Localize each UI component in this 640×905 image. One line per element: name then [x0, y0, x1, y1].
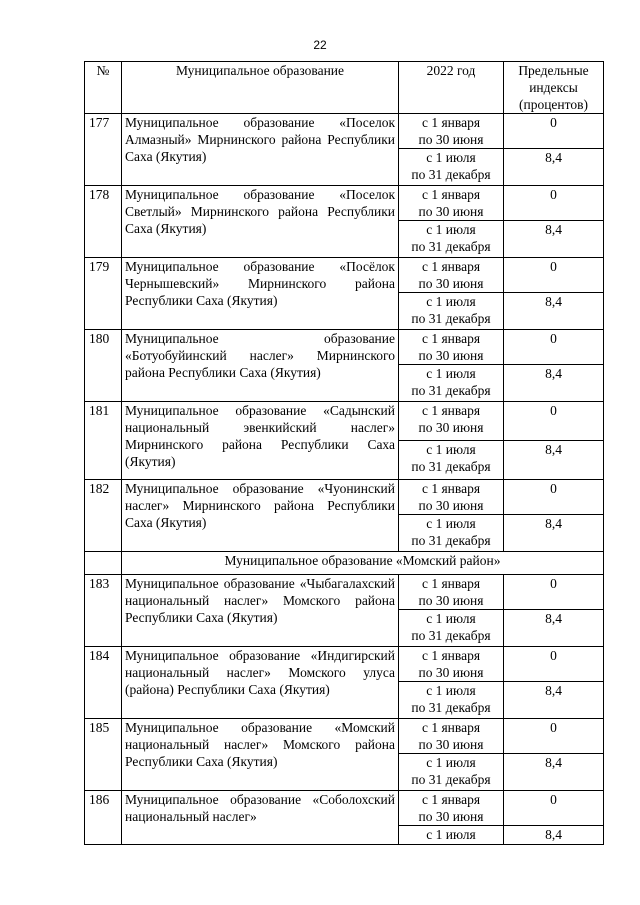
period-second-half	[399, 515, 504, 552]
period-first-end: по 30 июня	[418, 348, 484, 363]
group-heading: Муниципальное образование «Момский район»	[122, 552, 604, 575]
header-municipality: Муниципальное образование	[122, 62, 399, 114]
period-second-end: по 31 декабря	[411, 772, 491, 787]
municipality-name: Муниципальное образование «Ботуобуйинский наслег» Мирнинского района Республики Саха (Якутия)	[122, 330, 399, 402]
period-second-end: по 31 декабря	[411, 628, 491, 643]
period-second-start: с 1 июля	[426, 294, 476, 309]
header-index: Предельные индексы (процентов)	[504, 62, 604, 114]
index-second-half: 8,4	[504, 682, 604, 719]
period-first-start: с 1 января	[421, 720, 481, 735]
period-first-half	[399, 258, 504, 293]
municipality-name: Муниципальное образование «Поселок Алмазный» Мирнинского района Республики Саха (Якутия)	[122, 114, 399, 186]
period-second-half	[399, 682, 504, 719]
page-number: 22	[313, 38, 327, 52]
table-row	[85, 258, 604, 293]
table-row	[85, 402, 604, 441]
group-heading-row	[85, 552, 604, 575]
period-second-start: с 1 июля	[426, 611, 476, 626]
municipality-name: Муниципальное образование «Садынский национальный эвенкийский наслег» Мирнинского района Республики Саха (Якутия)	[122, 402, 399, 480]
table-row	[85, 791, 604, 826]
period-first-half	[399, 647, 504, 682]
period-second-end: по 31 декабря	[411, 239, 491, 254]
period-second-end: по 31 декабря	[411, 700, 491, 715]
period-first-start: с 1 января	[421, 576, 481, 591]
table-row	[85, 480, 604, 515]
period-first-half	[399, 480, 504, 515]
index-first-half: 0	[504, 647, 604, 682]
row-number: 185	[85, 719, 122, 791]
row-number: 183	[85, 575, 122, 647]
index-first-half: 0	[504, 575, 604, 610]
period-second-start: с 1 июля	[426, 222, 476, 237]
index-first-half: 0	[504, 258, 604, 293]
municipality-name: Муниципальное образование «Момский национальный наслег» Момского района Республики Саха (Якутия)	[122, 719, 399, 791]
period-second-start: с 1 июля	[426, 442, 476, 457]
period-second-start: с 1 июля	[426, 150, 476, 165]
table-row	[85, 186, 604, 221]
period-first-start: с 1 января	[421, 259, 481, 274]
period-first-start: с 1 января	[421, 481, 481, 496]
index-second-half: 8,4	[504, 149, 604, 186]
period-first-start: с 1 января	[421, 403, 481, 418]
index-first-half: 0	[504, 186, 604, 221]
period-second-start: с 1 июля	[426, 683, 476, 698]
period-first-half	[399, 402, 504, 441]
row-number: 177	[85, 114, 122, 186]
period-second-start: с 1 июля	[426, 366, 476, 381]
period-first-half	[399, 575, 504, 610]
index-second-half: 8,4	[504, 365, 604, 402]
municipality-name: Муниципальное образование «Чыбагалахский национальный наслег» Момского района Республики Саха (Якутия)	[122, 575, 399, 647]
period-second-start: с 1 июля	[426, 516, 476, 531]
table-row	[85, 719, 604, 754]
period-second-half	[399, 826, 504, 845]
period-second-end: по 31 декабря	[411, 311, 491, 326]
period-first-half	[399, 719, 504, 754]
index-second-half: 8,4	[504, 221, 604, 258]
period-first-half	[399, 114, 504, 149]
table-row	[85, 114, 604, 149]
index-second-half: 8,4	[504, 754, 604, 791]
period-second-start: с 1 июля	[426, 755, 476, 770]
index-second-half: 8,4	[504, 826, 604, 845]
period-second-start: с 1 июля	[426, 827, 476, 842]
municipality-name: Муниципальное образование «Чуонинский наслег» Мирнинского района Республики Саха (Якутия)	[122, 480, 399, 552]
period-second-end: по 31 декабря	[411, 533, 491, 548]
row-number: 180	[85, 330, 122, 402]
row-number: 179	[85, 258, 122, 330]
municipality-name: Муниципальное образование «Соболохский национальный наслег»	[122, 791, 399, 845]
row-number: 186	[85, 791, 122, 845]
period-first-start: с 1 января	[421, 331, 481, 346]
period-first-half	[399, 330, 504, 365]
table-row	[85, 647, 604, 682]
index-first-half: 0	[504, 402, 604, 441]
index-first-half: 0	[504, 114, 604, 149]
municipality-name: Муниципальное образование «Посёлок Чернышевский» Мирнинского района Республики Саха (Якутия)	[122, 258, 399, 330]
index-second-half: 8,4	[504, 610, 604, 647]
period-second-end: по 31 декабря	[411, 459, 491, 474]
index-first-half: 0	[504, 330, 604, 365]
period-first-end: по 30 июня	[418, 593, 484, 608]
index-second-half: 8,4	[504, 293, 604, 330]
row-number: 178	[85, 186, 122, 258]
period-second-half	[399, 365, 504, 402]
table-row	[85, 575, 604, 610]
period-first-end: по 30 июня	[418, 809, 484, 824]
row-number: 182	[85, 480, 122, 552]
index-first-half: 0	[504, 480, 604, 515]
period-first-end: по 30 июня	[418, 132, 484, 147]
period-second-half	[399, 441, 504, 480]
period-first-end: по 30 июня	[418, 204, 484, 219]
period-second-end: по 31 декабря	[411, 167, 491, 182]
period-second-half	[399, 149, 504, 186]
period-first-end: по 30 июня	[418, 276, 484, 291]
index-first-half: 0	[504, 791, 604, 826]
period-second-half	[399, 221, 504, 258]
period-first-half	[399, 791, 504, 826]
period-second-half	[399, 610, 504, 647]
period-first-half	[399, 186, 504, 221]
period-first-start: с 1 января	[421, 648, 481, 663]
row-number: 184	[85, 647, 122, 719]
period-first-start: с 1 января	[421, 187, 481, 202]
municipality-name: Муниципальное образование «Индигирский национальный наслег» Момского улуса (района) Республики Саха (Якутия)	[122, 647, 399, 719]
row-number: 181	[85, 402, 122, 480]
period-second-half	[399, 293, 504, 330]
period-first-end: по 30 июня	[418, 420, 484, 435]
table-row	[85, 330, 604, 365]
tariff-index-table	[84, 61, 604, 845]
header-num: №	[85, 62, 122, 114]
header-year: 2022 год	[399, 62, 504, 114]
period-first-start: с 1 января	[421, 792, 481, 807]
period-first-end: по 30 июня	[418, 737, 484, 752]
table-header-row	[85, 62, 604, 114]
index-second-half: 8,4	[504, 515, 604, 552]
period-first-start: с 1 января	[421, 115, 481, 130]
period-first-end: по 30 июня	[418, 665, 484, 680]
municipality-name: Муниципальное образование «Поселок Светлый» Мирнинского района Республики Саха (Якутия)	[122, 186, 399, 258]
period-second-end: по 31 декабря	[411, 383, 491, 398]
period-first-end: по 30 июня	[418, 498, 484, 513]
period-second-half	[399, 754, 504, 791]
index-first-half: 0	[504, 719, 604, 754]
index-second-half: 8,4	[504, 441, 604, 480]
